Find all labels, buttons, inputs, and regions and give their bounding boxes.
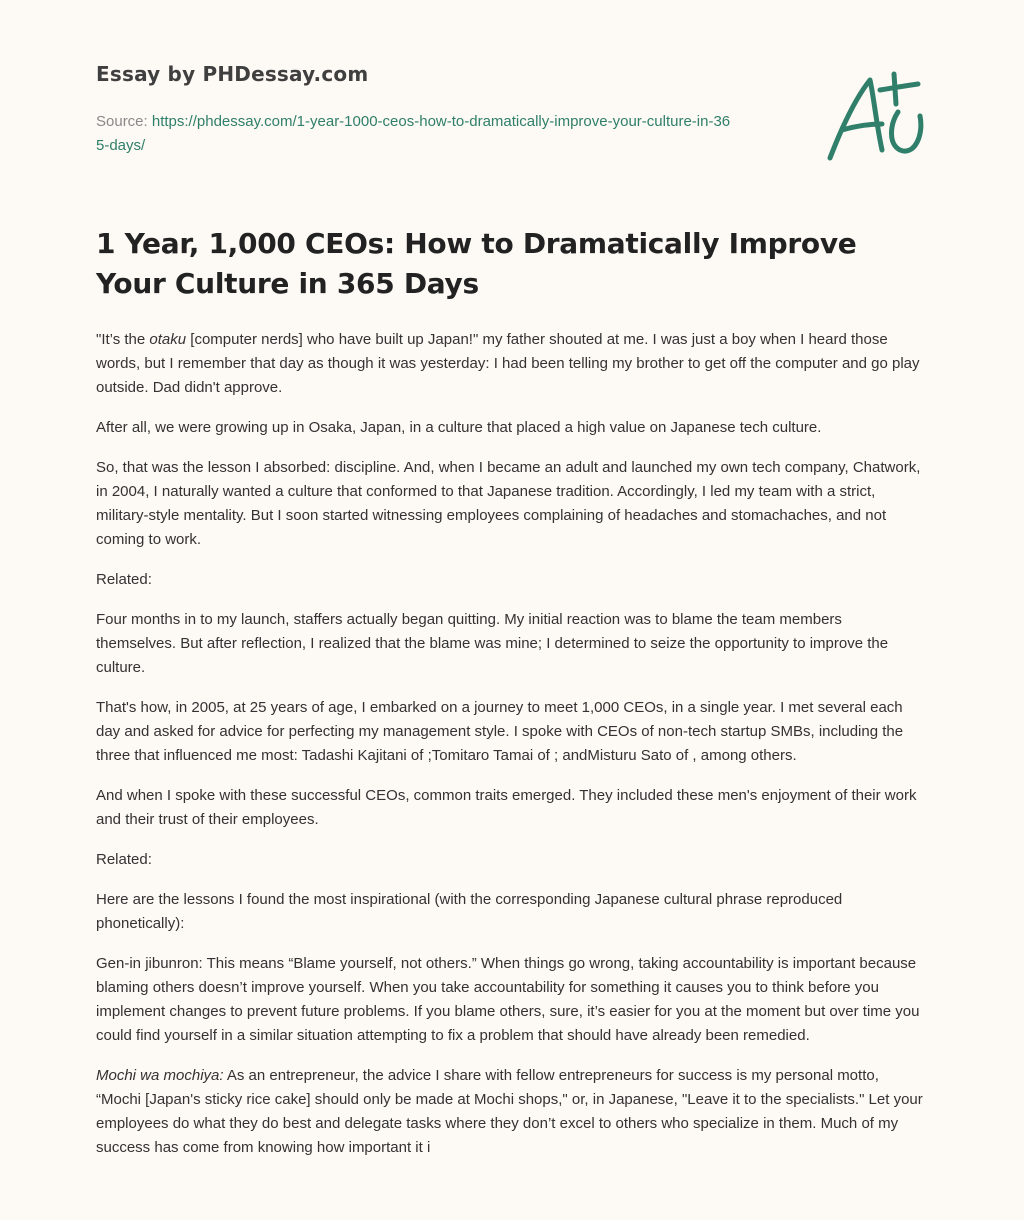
a-plus-logo-icon [824, 70, 928, 164]
document-page [96, 62, 926, 1156]
source-line [96, 110, 736, 158]
paragraph: After all, we were growing up in Osaka, Japan, in a culture that placed a high value on Japanese tech culture. [96, 419, 822, 436]
paragraph: "It’s the otaku [computer nerds] who have built up Japan!" my father shouted at me. I was just a boy when I heard those words, but I remember that day as though it was yesterday: I had been telling my brother to get off the computer and go play outside. Dad didn't approve. [96, 331, 920, 396]
site-title: Essay by PHDessay.com [96, 62, 369, 86]
paragraph: That's how, in 2005, at 25 years of age, I embarked on a journey to meet 1,000 CEOs, in a single year. I met several each day and asked for advice for perfecting my management style. I spoke with CEOs of non-tech startup SMBs, including the three that influenced me most: Tadashi Kajitani of ;Tomitaro Tamai of ; andMisturu Sato of , among others. [96, 699, 904, 764]
source-label: Source: [96, 113, 152, 130]
paragraph: Related: [96, 571, 152, 588]
paragraph: Four months in to my launch, staffers actually began quitting. My initial reaction was to blame the team members themselves. But after reflection, I realized that the blame was mine; I determined to seize the opportunity to improve the culture. [96, 611, 889, 676]
essay-body [96, 328, 926, 1176]
paragraph: Gen-in jibunron: This means “Blame yourself, not others.” When things go wrong, taking accountability is important because blaming others doesn’t improve yourself. When you take accountability for something it causes you to think before you implement changes to prevent future problems. If you blame others, sure, it’s easier for you at the moment but over time you could find yourself in a similar situation attempting to fix a problem that should have already been remedied. [96, 955, 920, 1044]
paragraph: And when I spoke with these successful CEOs, common traits emerged. They included these men's enjoyment of their work and their trust of their employees. [96, 787, 917, 828]
paragraph: Mochi wa mochiya: As an entrepreneur, the advice I share with fellow entrepreneurs for success is my personal motto, “Mochi [Japan's sticky rice cake] should only be made at Mochi shops," or, in Japanese, "Leave it to the specialists." Let your employees do what they do best and delegate tasks where they don’t excel to others who specialize in them. Much of my success has come from knowing how important it i [96, 1067, 923, 1156]
paragraph: So, that was the lesson I absorbed: discipline. And, when I became an adult and launched my own tech company, Chatwork, in 2004, I naturally wanted a culture that conformed to that Japanese tradition. Accordingly, I led my team with a strict, military-style mentality. But I soon started witnessing employees complaining of headaches and stomachaches, and not coming to work. [96, 459, 921, 548]
essay-title: 1 Year, 1,000 CEOs: How to Dramatically Improve Your Culture in 365 Days [96, 227, 857, 300]
paragraph: Related: [96, 851, 152, 868]
paragraph: Here are the lessons I found the most inspirational (with the corresponding Japanese cultural phrase reproduced phonetically): [96, 891, 843, 932]
source-link[interactable]: https://phdessay.com/1-year-1000-ceos-how-to-dramatically-improve-your-culture-in-365-days/ [96, 113, 731, 154]
